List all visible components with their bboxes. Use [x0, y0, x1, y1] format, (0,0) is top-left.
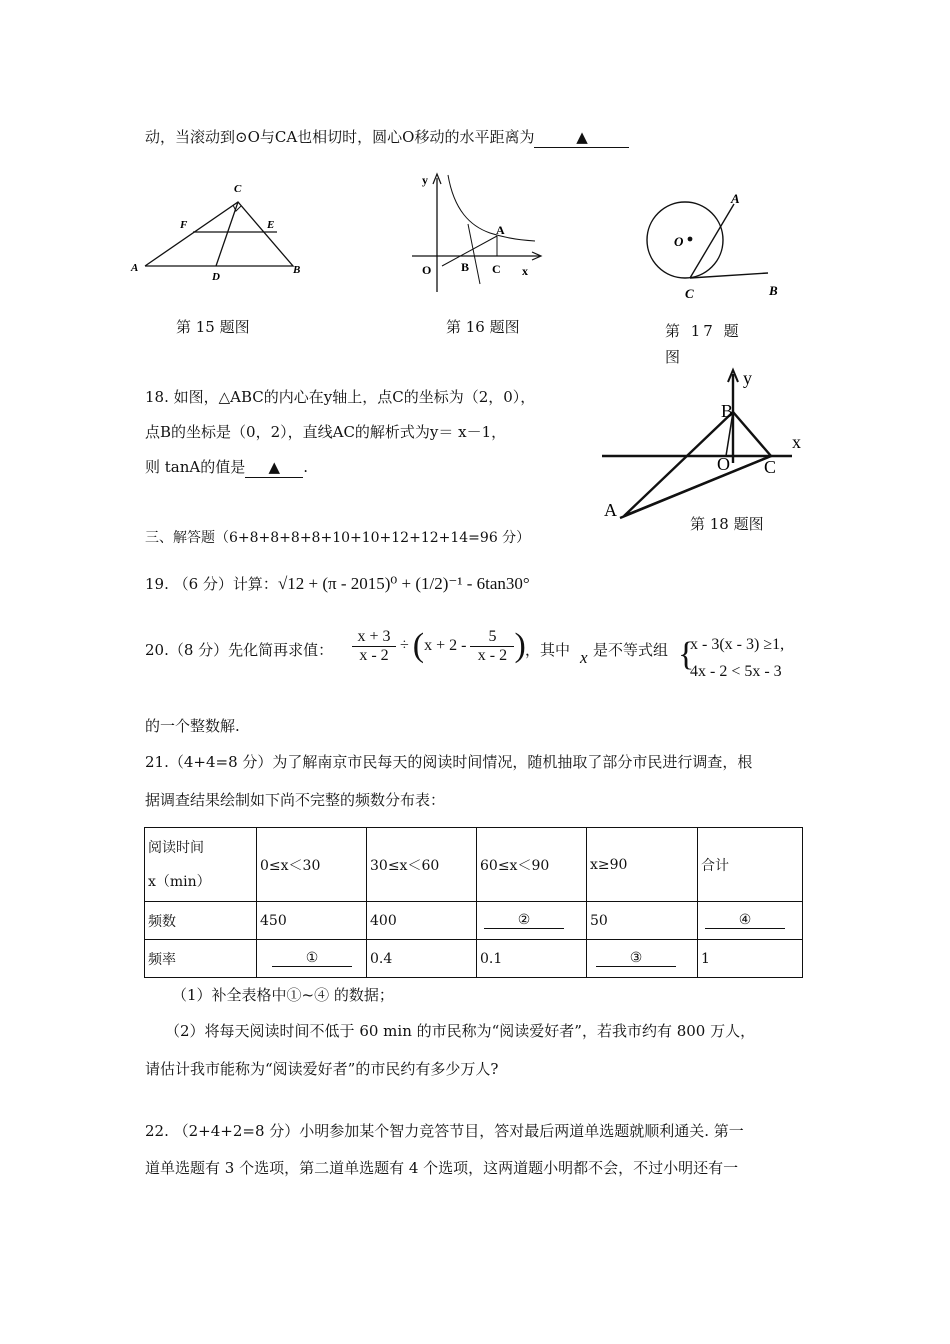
answer-blank: ① — [272, 950, 352, 967]
table-header-cell: 0≤x＜30 — [257, 828, 367, 902]
q19-label: 19. （6 分）计算： — [145, 575, 278, 593]
blank-marker-icon: ▲ — [268, 458, 280, 476]
fig18-caption: 第 18 题图 — [690, 515, 764, 533]
q17-tail-text: 动，当滚动到⊙O与CA也相切时，圆心O移动的水平距离为 — [145, 128, 535, 146]
frequency-table — [144, 827, 803, 978]
q22-line-2: 道单选题有 3 个选项，第二道单选题有 4 个选项，这两道题小明都不会，不过小明还有一 — [145, 1159, 739, 1177]
figure-18 — [596, 366, 814, 518]
table-cell: 1 — [698, 940, 803, 978]
table-cell: 0.1 — [477, 940, 587, 978]
table-row — [145, 828, 803, 902]
fig15-label-d: D — [212, 271, 220, 283]
q20-mid: ，其中 — [525, 641, 571, 659]
table-cell: 450 — [257, 902, 367, 940]
section-3-heading: 三、解答题（6+8+8+8+8+10+10+12+12+14=96 分） — [145, 530, 531, 546]
figure-16 — [410, 170, 545, 295]
q21-sub-1: （1）补全表格中①~④ 的数据； — [172, 986, 394, 1004]
fig16-label-b: B — [461, 260, 470, 274]
q18-line-3-post: . — [303, 458, 309, 476]
q17-tail-line — [145, 127, 629, 148]
fig16-label-c: C — [492, 262, 501, 276]
q19-line — [145, 574, 530, 594]
q20-tail: 的一个整数解. — [145, 717, 240, 735]
fig15-label-c: C — [234, 183, 242, 195]
answer-blank: ③ — [596, 950, 676, 967]
fig18-label-a: A — [604, 500, 617, 520]
fig18-label-y: y — [743, 368, 752, 388]
blank-marker-icon: ▲ — [576, 128, 588, 146]
q18-line-3 — [145, 457, 308, 478]
q20-expression: $\frac{x + 3}{x - 2}$ ÷ (x + 2 - $\frac{5}{x - 2}$ ) — [352, 627, 526, 665]
fig17-label-c: C — [685, 286, 694, 301]
table-header-cell: 30≤x＜60 — [367, 828, 477, 902]
table-cell — [257, 940, 367, 978]
fig18-label-c: C — [764, 457, 777, 477]
table-cell — [698, 902, 803, 940]
table-header-cell: x≥90 — [587, 828, 698, 902]
q20-ineq-2: 4x - 2 < 5x - 3 — [690, 663, 782, 680]
q21-line-1: 21.（4+4=8 分）为了解南京市民每天的阅读时间情况，随机抽取了部分市民进行调查，根 — [145, 753, 753, 771]
fig15-label-f: F — [180, 219, 188, 231]
figure-17 — [638, 188, 788, 303]
fig17-caption: 第 17 题 — [665, 322, 742, 340]
table-cell: 频数 — [145, 902, 257, 940]
fig15-label-b: B — [293, 264, 301, 276]
q18-line-3-pre: 则 tanA的值是 — [145, 458, 246, 476]
q21-line-2: 据调查结果绘制如下尚不完整的频数分布表： — [145, 791, 446, 809]
fig18-label-o: O — [717, 454, 730, 474]
q21-sub-2: （2）将每天阅读时间不低于 60 min 的市民称为“阅读爱好者”，若我市约有 800 万人， — [165, 1022, 756, 1040]
header-unit: x（min） — [148, 873, 211, 890]
table-row — [145, 902, 803, 940]
answer-blank — [245, 457, 303, 478]
fig18-label-x: x — [792, 432, 801, 452]
fig17-label-a: A — [731, 191, 740, 206]
fig17-caption-cut: 图 — [665, 348, 681, 366]
q19-expression: √12 + (π - 2015)⁰ + (1/2)⁻¹ - 6tan30° — [277, 574, 530, 593]
table-cell: 0.4 — [367, 940, 477, 978]
q18-line-2: 点B的坐标是（0，2），直线AC的解析式为y＝ x－1， — [145, 423, 507, 441]
q20-ineq-1: x - 3(x - 3) ≥1, — [690, 636, 785, 653]
q21-sub-2b: 请估计我市能称为“阅读爱好者”的市民约有多少万人? — [145, 1060, 499, 1078]
table-cell: 400 — [367, 902, 477, 940]
fig16-label-x: x — [522, 264, 528, 278]
table-cell: 50 — [587, 902, 698, 940]
table-row — [145, 940, 803, 978]
q18-line-1: 18. 如图，△ABC的内心在y轴上，点C的坐标为（2，0）， — [145, 388, 536, 406]
q20-var: x — [580, 648, 588, 667]
fig16-label-a: A — [496, 223, 505, 237]
table-cell: 频率 — [145, 940, 257, 978]
fig16-caption: 第 16 题图 — [446, 318, 520, 336]
fig15-label-e: E — [267, 219, 275, 231]
header-label: 阅读时间 — [148, 839, 204, 856]
fig15-label-a: A — [131, 262, 139, 274]
q20-cond: 是不等式组 — [593, 641, 669, 659]
q22-line-1: 22. （2+4+2=8 分）小明参加某个智力竞答节目，答对最后两道单选题就顺利通关. 第一 — [145, 1122, 744, 1140]
figure-15 — [125, 180, 305, 285]
fig17-label-o: O — [674, 234, 684, 249]
table-header-cell — [145, 828, 257, 902]
fig16-label-y: y — [422, 173, 428, 187]
table-cell — [587, 940, 698, 978]
q20-brace-icon: { — [678, 636, 695, 673]
table-header-cell: 合计 — [698, 828, 803, 902]
fig16-label-o: O — [422, 263, 432, 277]
fig15-caption: 第 15 题图 — [176, 318, 250, 336]
table-header-cell: 60≤x＜90 — [477, 828, 587, 902]
fig17-label-b: B — [769, 283, 778, 298]
answer-blank: ② — [484, 912, 564, 929]
table-cell — [477, 902, 587, 940]
q20-label: 20.（8 分）先化简再求值： — [145, 641, 334, 659]
fig18-label-b: B — [721, 401, 734, 421]
answer-blank — [534, 127, 629, 148]
answer-blank: ④ — [705, 912, 785, 929]
